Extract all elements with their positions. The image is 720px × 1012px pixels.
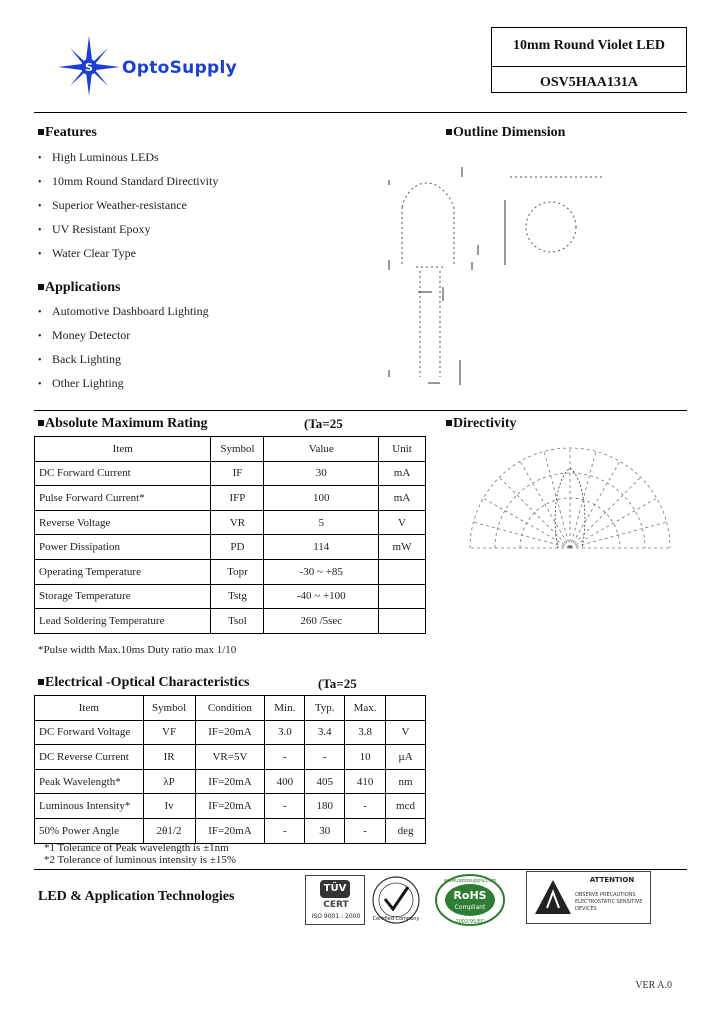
amr-symbol: Tstg bbox=[211, 584, 264, 609]
amr-col-unit: Unit bbox=[379, 437, 426, 462]
eoc-min: 400 bbox=[265, 769, 305, 794]
eoc-condition-cell: IF=20mA bbox=[195, 794, 265, 819]
amr-unit bbox=[379, 559, 426, 584]
table-row bbox=[35, 818, 426, 843]
features-heading: Features bbox=[38, 125, 97, 141]
table-row bbox=[35, 535, 426, 560]
version-label: VER A.0 bbox=[635, 980, 672, 991]
amr-heading: Absolute Maximum Rating bbox=[38, 416, 208, 432]
table-row bbox=[35, 584, 426, 609]
amr-table bbox=[34, 436, 426, 634]
eoc-symbol: λP bbox=[143, 769, 195, 794]
part-number: OSV5HAA131A bbox=[539, 75, 638, 90]
iso-text: ISO 9001 : 2000 bbox=[311, 913, 361, 920]
company-name: LED & Application Technologies bbox=[38, 889, 235, 904]
amr-item: Reverse Voltage bbox=[35, 510, 211, 535]
quality-text: Certified Company bbox=[372, 916, 420, 922]
amr-value: 30 bbox=[264, 461, 379, 486]
eoc-condition-cell: IF=20mA bbox=[195, 818, 265, 843]
eoc-max: 10 bbox=[345, 745, 386, 770]
eoc-unit: mcd bbox=[386, 794, 426, 819]
directivity-heading: Directivity bbox=[446, 416, 517, 432]
esd-attention-badge bbox=[526, 871, 651, 924]
eoc-unit: µA bbox=[386, 745, 426, 770]
top-divider bbox=[34, 112, 687, 113]
amr-item: Operating Temperature bbox=[35, 559, 211, 584]
table-row bbox=[35, 559, 426, 584]
amr-symbol: Topr bbox=[211, 559, 264, 584]
eoc-max: - bbox=[345, 794, 386, 819]
eoc-note-2: *2 Tolerance of luminous intensity is ±15% bbox=[44, 854, 237, 866]
rohs-url-text: www.optosupply.com bbox=[443, 878, 497, 884]
eoc-typ: 3.4 bbox=[305, 720, 345, 745]
eoc-typ: 405 bbox=[305, 769, 345, 794]
certified-company-badge bbox=[371, 875, 421, 925]
tuv-text: TÜV bbox=[320, 880, 350, 898]
amr-unit: mW bbox=[379, 535, 426, 560]
eoc-col-typ: Typ. bbox=[305, 696, 345, 721]
eoc-col-unit bbox=[386, 696, 426, 721]
eoc-col-min: Min. bbox=[265, 696, 305, 721]
directivity-polar-chart bbox=[460, 440, 680, 560]
eoc-unit: V bbox=[386, 720, 426, 745]
eoc-typ: 30 bbox=[305, 818, 345, 843]
tuv-cert-badge bbox=[305, 875, 365, 925]
product-title: 10mm Round Violet LED bbox=[512, 38, 666, 53]
eoc-col-max: Max. bbox=[345, 696, 386, 721]
eoc-item: DC Reverse Current bbox=[35, 745, 144, 770]
amr-unit bbox=[379, 584, 426, 609]
application-item: • Back Lighting bbox=[38, 348, 209, 372]
applications-list bbox=[38, 300, 209, 396]
eoc-symbol: VF bbox=[143, 720, 195, 745]
eoc-item: Peak Wavelength* bbox=[35, 769, 144, 794]
eoc-condition-cell: IF=20mA bbox=[195, 720, 265, 745]
feature-item: • Superior Weather-resistance bbox=[38, 194, 218, 218]
eoc-heading: Electrical -Optical Characteristics bbox=[38, 675, 249, 691]
amr-value: -30 ~ +85 bbox=[264, 559, 379, 584]
table-row bbox=[35, 769, 426, 794]
amr-unit: mA bbox=[379, 461, 426, 486]
eoc-max: 410 bbox=[345, 769, 386, 794]
attention-title: ATTENTION bbox=[589, 876, 635, 884]
amr-value: 5 bbox=[264, 510, 379, 535]
amr-col-value: Value bbox=[264, 437, 379, 462]
eoc-col-item: Item bbox=[35, 696, 144, 721]
logo-text: OptoSupply bbox=[122, 58, 238, 78]
eoc-typ: 180 bbox=[305, 794, 345, 819]
eoc-symbol: IR bbox=[143, 745, 195, 770]
amr-symbol: IFP bbox=[211, 486, 264, 511]
application-item: • Other Lighting bbox=[38, 372, 209, 396]
amr-value: -40 ~ +100 bbox=[264, 584, 379, 609]
amr-item: Lead Soldering Temperature bbox=[35, 609, 211, 634]
feature-item: • UV Resistant Epoxy bbox=[38, 218, 218, 242]
eoc-min: - bbox=[265, 745, 305, 770]
features-list bbox=[38, 146, 218, 266]
amr-condition: (Ta=25 bbox=[304, 416, 343, 431]
eoc-min: - bbox=[265, 794, 305, 819]
table-row bbox=[35, 745, 426, 770]
svg-text:S: S bbox=[85, 61, 93, 74]
rohs-text: RoHS bbox=[453, 889, 487, 902]
amr-col-item: Item bbox=[35, 437, 211, 462]
amr-value: 100 bbox=[264, 486, 379, 511]
eoc-symbol: Iv bbox=[143, 794, 195, 819]
eoc-item: 50% Power Angle bbox=[35, 818, 144, 843]
eoc-min: - bbox=[265, 818, 305, 843]
title-box bbox=[491, 27, 687, 93]
eoc-item: DC Forward Voltage bbox=[35, 720, 144, 745]
application-item: • Automotive Dashboard Lighting bbox=[38, 300, 209, 324]
table-row bbox=[35, 486, 426, 511]
table-row bbox=[35, 510, 426, 535]
optosupply-logo-icon bbox=[58, 36, 128, 96]
amr-symbol: VR bbox=[211, 510, 264, 535]
rohs-directive-text: 2002/95/EC bbox=[455, 919, 485, 925]
amr-item: DC Forward Current bbox=[35, 461, 211, 486]
eoc-unit: deg bbox=[386, 818, 426, 843]
feature-item: • High Luminous LEDs bbox=[38, 146, 218, 170]
eoc-col-condition: Condition bbox=[195, 696, 265, 721]
application-item: • Money Detector bbox=[38, 324, 209, 348]
eoc-symbol: 2θ1/2 bbox=[143, 818, 195, 843]
amr-value: 260 /5sec bbox=[264, 609, 379, 634]
amr-note: *Pulse width Max.10ms Duty ratio max 1/10 bbox=[38, 644, 237, 656]
amr-symbol: Tsol bbox=[211, 609, 264, 634]
amr-item: Pulse Forward Current* bbox=[35, 486, 211, 511]
table-row bbox=[35, 720, 426, 745]
table-row bbox=[35, 794, 426, 819]
amr-unit bbox=[379, 609, 426, 634]
applications-heading: Applications bbox=[38, 280, 120, 296]
table-row bbox=[35, 461, 426, 486]
bottom-divider bbox=[34, 869, 687, 870]
eoc-typ: - bbox=[305, 745, 345, 770]
cert-text: CERT bbox=[323, 900, 349, 910]
eoc-table bbox=[34, 695, 426, 844]
feature-item: • Water Clear Type bbox=[38, 242, 218, 266]
amr-col-symbol: Symbol bbox=[211, 437, 264, 462]
amr-symbol: IF bbox=[211, 461, 264, 486]
eoc-note-1: *1 Tolerance of Peak wavelength is ±1nm bbox=[44, 842, 229, 854]
amr-value: 114 bbox=[264, 535, 379, 560]
attention-text: OBSERVE PRECAUTIONS ELECTROSTATIC SENSITIVE DEVICES bbox=[575, 892, 643, 912]
esd-warning-icon bbox=[533, 878, 573, 918]
eoc-unit: nm bbox=[386, 769, 426, 794]
eoc-condition-cell: IF=20mA bbox=[195, 769, 265, 794]
feature-item: • 10mm Round Standard Directivity bbox=[38, 170, 218, 194]
rohs-compliant-text: Compliant bbox=[454, 904, 486, 911]
eoc-max: - bbox=[345, 818, 386, 843]
rohs-compliant-badge bbox=[432, 872, 508, 928]
outline-dimension-drawing bbox=[380, 155, 620, 395]
amr-symbol: PD bbox=[211, 535, 264, 560]
mid-divider bbox=[34, 410, 687, 411]
amr-item: Power Dissipation bbox=[35, 535, 211, 560]
outline-heading: Outline Dimension bbox=[446, 125, 565, 141]
eoc-col-symbol: Symbol bbox=[143, 696, 195, 721]
amr-item: Storage Temperature bbox=[35, 584, 211, 609]
eoc-min: 3.0 bbox=[265, 720, 305, 745]
amr-unit: mA bbox=[379, 486, 426, 511]
eoc-condition-cell: VR=5V bbox=[195, 745, 265, 770]
eoc-item: Luminous Intensity* bbox=[35, 794, 144, 819]
eoc-max: 3.8 bbox=[345, 720, 386, 745]
amr-unit: V bbox=[379, 510, 426, 535]
table-row bbox=[35, 609, 426, 634]
eoc-condition: (Ta=25 bbox=[318, 676, 357, 691]
